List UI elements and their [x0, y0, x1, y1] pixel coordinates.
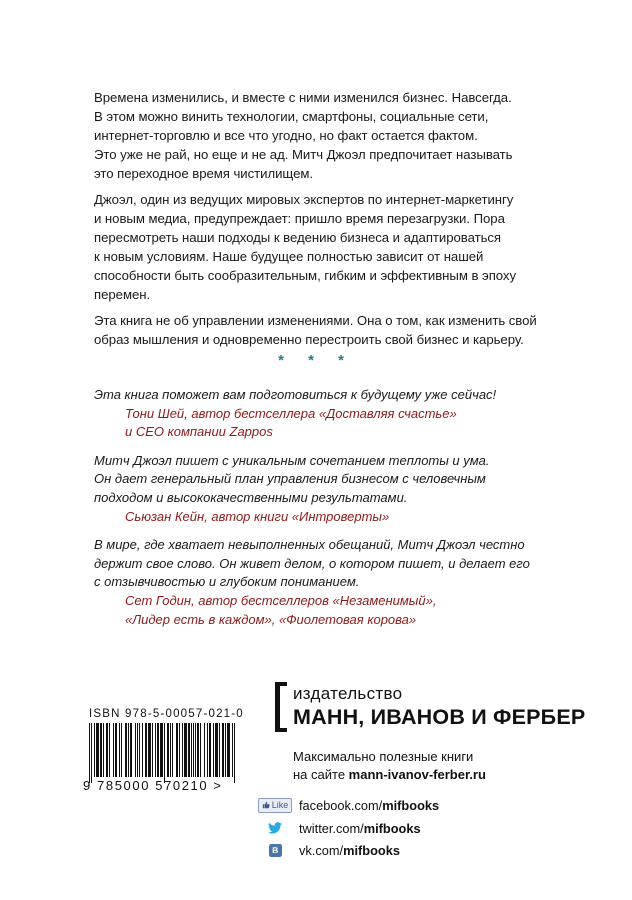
review-quote — [94, 452, 534, 526]
barcode-bar — [121, 723, 122, 777]
text-line: перемен. — [94, 287, 151, 302]
text-line: Времена изменились, и вместе с ними изменился бизнес. Навсегда. — [94, 90, 512, 105]
text-line: способности быть сообразительным, гибким и эффективным в эпоху — [94, 268, 517, 283]
publisher-site-link[interactable]: mann-ivanov-ferber.ru — [348, 767, 486, 782]
quote-line: Эта книга поможет вам подготовиться к будущему уже сейчас! — [94, 387, 497, 402]
site-prefix: на сайте — [293, 767, 349, 782]
barcode-bar — [96, 723, 99, 777]
text-line: образ мышления и одновременно перестроить свой бизнес и карьеру. — [94, 332, 524, 347]
publisher-label: издательство — [293, 684, 403, 703]
icon-slot — [258, 822, 292, 834]
barcode-bar — [219, 723, 220, 777]
social-twitter[interactable] — [258, 818, 578, 838]
barcode-bar — [204, 723, 205, 777]
barcode-digits: 9 785000 570210 > — [83, 778, 223, 793]
barcode-bar — [179, 723, 180, 777]
thumbs-up-icon — [262, 801, 270, 809]
link-prefix: twitter.com/ — [299, 820, 364, 836]
barcode-bar — [227, 723, 230, 777]
text-line: интернет-торговлю и все что угодно, но факт остается фактом. — [94, 128, 478, 143]
link-prefix: facebook.com/ — [299, 797, 383, 813]
barcode-bar — [234, 723, 235, 783]
barcode-bar — [155, 723, 156, 777]
quote-attribution: и CEO компании Zappos — [125, 424, 273, 440]
barcode-bar — [209, 723, 211, 777]
section-separator: * * * — [278, 352, 354, 369]
barcode-bar — [176, 723, 178, 777]
barcode-bar — [145, 723, 147, 777]
facebook-link[interactable] — [299, 798, 439, 813]
review-quote — [94, 386, 534, 442]
quote-line: Митч Джоэл пишет с уникальным сочетанием теплоты и ума. — [94, 452, 490, 468]
icon-slot — [258, 798, 292, 813]
barcode-bar — [152, 723, 153, 777]
link-handle: mifbooks — [343, 842, 400, 858]
publisher-description — [293, 748, 486, 784]
barcode-bar — [94, 723, 95, 777]
text-line: к новым условиям. Наше будущее полностью зависит от нашей — [94, 249, 484, 264]
barcode-bar — [103, 723, 104, 777]
quote-line: В мире, где хватает невыполненных обещаний, Митч Джоэл честно — [94, 537, 525, 553]
barcode-bar — [184, 723, 187, 777]
barcode-bar — [172, 723, 173, 777]
text-line: В этом можно винить технологии, смартфоны, социальные сети, — [94, 109, 489, 124]
link-handle: mifbooks — [382, 797, 440, 813]
link-handle: mifbooks — [363, 820, 421, 836]
twitter-link[interactable] — [299, 821, 421, 836]
paragraph — [94, 88, 534, 183]
barcode-bar — [91, 723, 92, 783]
icon-slot — [258, 844, 292, 857]
publisher-bracket-icon — [275, 682, 287, 732]
barcode-bar — [197, 723, 199, 777]
barcode-bar — [207, 723, 208, 777]
review-quote — [94, 536, 534, 629]
annotation-text — [94, 88, 537, 356]
barcode-bar — [142, 723, 143, 777]
barcode-bar — [232, 723, 233, 777]
barcode-bar — [167, 723, 169, 777]
barcode-bar — [170, 723, 171, 777]
vk-icon — [269, 844, 282, 857]
barcode-bar — [115, 723, 117, 777]
publisher-desc-line — [293, 766, 486, 784]
publisher-name: МАНН, ИВАНОВ И ФЕРБЕР — [293, 705, 586, 729]
barcode-bar — [148, 723, 151, 777]
text-line: Это уже не рай, но еще и не ад. Митч Джоэл предпочитает называть — [94, 147, 513, 162]
barcode-icon — [89, 723, 237, 783]
like-label: Like — [271, 800, 289, 810]
quote-attribution: Тони Шей, автор бестселлера «Доставляя счастье» — [125, 405, 457, 421]
quote-attribution: Сет Годин, автор бестселлеров «Незаменимый», — [125, 592, 437, 608]
barcode-bar — [157, 723, 159, 777]
barcode-bar — [225, 723, 226, 777]
barcode-bar — [213, 723, 214, 777]
quote-line: Он дает генеральный план управления бизнесом с человечным — [94, 471, 486, 487]
social-facebook[interactable] — [258, 795, 578, 815]
barcode-bar — [188, 723, 190, 777]
barcode-bar — [215, 723, 218, 777]
barcode-bar — [193, 723, 194, 777]
quote-attribution: «Лидер есть в каждом», «Фиолетовая корова» — [125, 611, 417, 627]
barcode-bar — [139, 723, 140, 777]
quote-line: подходом и высококачественными результатами. — [94, 489, 408, 505]
barcode-bar — [195, 723, 196, 777]
quote-line: держит свое слово. Он живет делом, о котором пишет, и делает его — [94, 555, 530, 571]
text-line: это переходное время чистилищем. — [94, 166, 313, 181]
barcode-bar — [109, 723, 110, 777]
barcode-bar — [191, 723, 192, 777]
barcode-bar — [222, 723, 224, 777]
vk-link[interactable] — [299, 843, 400, 858]
text-line: Эта книга не об управлении изменениями. Она о том, как изменить свой — [94, 313, 537, 328]
barcode-bar — [100, 723, 102, 777]
link-prefix: vk.com/ — [299, 842, 344, 858]
text-line: пересмотреть наши подходы к ведению бизнеса и адаптироваться — [94, 230, 502, 245]
isbn-number: ISBN 978-5-00057-021-0 — [89, 708, 244, 720]
twitter-bird-icon — [268, 822, 282, 834]
paragraph — [94, 311, 537, 349]
barcode-bar — [89, 723, 90, 783]
text-line: и новым медиа, предупреждает: пришло время перезагрузки. Пора — [94, 211, 505, 226]
quote-attribution: Сьюзан Кейн, автор книги «Интроверты» — [125, 508, 390, 524]
barcode-bar — [182, 723, 183, 777]
barcode-bar — [113, 723, 114, 777]
paragraph — [94, 190, 534, 304]
quote-line: с отзывчивостью и глубоким пониманием. — [94, 574, 360, 590]
barcode-bar — [200, 723, 201, 777]
review-quotes — [94, 386, 534, 639]
social-vk[interactable] — [258, 840, 578, 860]
publisher-desc-line: Максимально полезные книги — [293, 749, 474, 764]
barcode-bar — [128, 723, 129, 777]
barcode-bar — [130, 723, 132, 777]
barcode-bar — [119, 723, 120, 777]
barcode-bar — [125, 723, 127, 777]
barcode-bar — [135, 723, 136, 777]
text-line: Джоэл, один из ведущих мировых экспертов по интернет-маркетингу — [94, 192, 514, 207]
barcode-bar — [106, 723, 108, 777]
barcode-bar — [164, 723, 165, 783]
barcode-bar — [160, 723, 163, 777]
barcode-bar — [137, 723, 138, 777]
facebook-like-icon[interactable] — [258, 798, 293, 813]
